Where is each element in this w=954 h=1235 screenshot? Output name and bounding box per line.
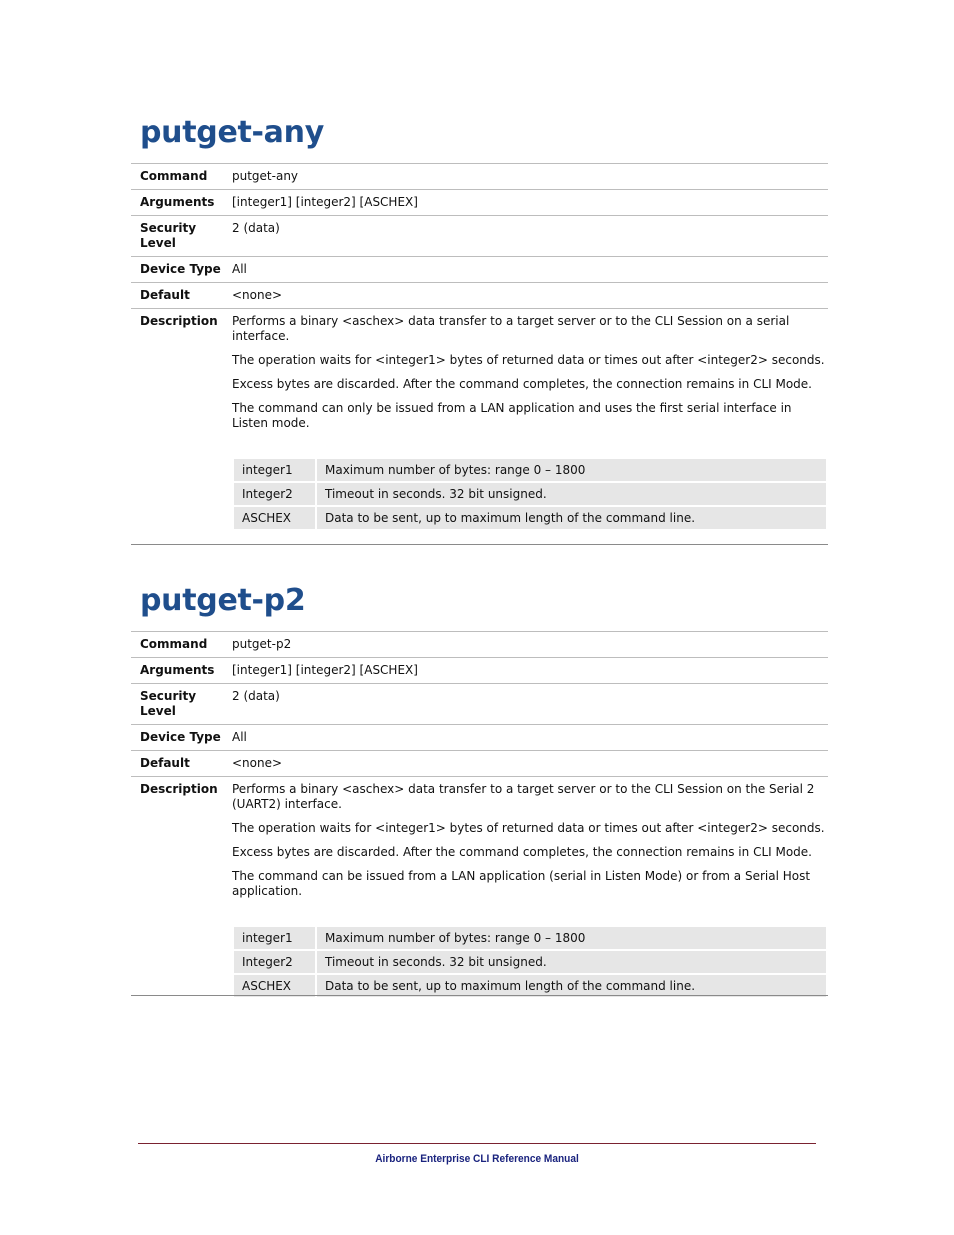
description-paragraph: Performs a binary <aschex> data transfer to a target server or to the CLI Session on the Serial 2 (UART2) interface. [232, 782, 815, 811]
parameter-row [234, 483, 826, 505]
row-label: Command [140, 637, 208, 651]
parameter-name: integer1 [234, 459, 315, 481]
parameter-description: Data to be sent, up to maximum length of the command line. [317, 507, 826, 529]
row-label [131, 216, 223, 257]
parameter-table [232, 925, 828, 999]
row-label: Arguments [140, 195, 215, 209]
footer-title: Airborne Enterprise CLI Reference Manual [375, 1153, 579, 1165]
description-paragraph: Excess bytes are discarded. After the command completes, the connection remains in CLI Mode. [232, 377, 812, 391]
row-command [131, 632, 828, 658]
section-title: putget-any [140, 115, 324, 150]
row-value [223, 309, 828, 545]
row-label [131, 684, 223, 725]
row-security-level [131, 684, 828, 725]
parameter-row [234, 951, 826, 973]
parameter-name: Integer2 [234, 483, 315, 505]
row-label: Description [140, 782, 218, 796]
row-default [131, 283, 828, 309]
row-value: <none> [232, 756, 283, 770]
parameter-description: Timeout in seconds. 32 bit unsigned. [317, 951, 826, 973]
parameter-row [234, 927, 826, 949]
command-section-putget-p2 [131, 579, 828, 996]
description-paragraph: The operation waits for <integer1> bytes of returned data or times out after <integer2> seconds. [232, 821, 825, 835]
parameter-description: Timeout in seconds. 32 bit unsigned. [317, 483, 826, 505]
row-security-level [131, 216, 828, 257]
parameter-name: ASCHEX [234, 975, 315, 997]
label-line-1: Security [140, 689, 197, 703]
row-value: All [232, 730, 247, 744]
row-device-type [131, 725, 828, 751]
row-label: Description [140, 314, 218, 328]
parameter-row [234, 507, 826, 529]
row-value: 2 (data) [232, 221, 280, 235]
section-title: putget-p2 [140, 583, 306, 618]
row-description [131, 309, 828, 545]
row-label: Command [140, 169, 208, 183]
parameter-row [234, 975, 826, 997]
row-label: Device Type [140, 262, 221, 276]
row-arguments [131, 658, 828, 684]
parameter-name: ASCHEX [234, 507, 315, 529]
parameter-table [232, 457, 828, 531]
row-value [223, 777, 828, 996]
description-paragraph: The operation waits for <integer1> bytes of returned data or times out after <integer2> seconds. [232, 353, 825, 367]
description-paragraph: Excess bytes are discarded. After the command completes, the connection remains in CLI Mode. [232, 845, 812, 859]
footer-rule [138, 1143, 816, 1144]
parameter-description: Data to be sent, up to maximum length of the command line. [317, 975, 826, 997]
description-paragraph: Performs a binary <aschex> data transfer to a target server or to the CLI Session on a serial interface. [232, 314, 790, 343]
row-default [131, 751, 828, 777]
row-value: All [232, 262, 247, 276]
parameter-name: Integer2 [234, 951, 315, 973]
command-spec-table [131, 163, 828, 545]
row-description [131, 777, 828, 996]
parameter-description: Maximum number of bytes: range 0 – 1800 [317, 927, 826, 949]
row-label: Default [140, 288, 190, 302]
row-arguments [131, 190, 828, 216]
row-command [131, 164, 828, 190]
row-value: [integer1] [integer2] [ASCHEX] [232, 663, 418, 677]
parameter-description: Maximum number of bytes: range 0 – 1800 [317, 459, 826, 481]
row-value: <none> [232, 288, 283, 302]
label-line-2: Level [140, 236, 176, 250]
label-line-2: Level [140, 704, 176, 718]
parameter-name: integer1 [234, 927, 315, 949]
label-line-1: Security [140, 221, 197, 235]
description-paragraph: The command can be issued from a LAN application (serial in Listen Mode) or from a Serial Host application. [232, 869, 811, 898]
description-paragraph: The command can only be issued from a LAN application and uses the first serial interface in Listen mode. [232, 401, 792, 430]
row-value: [integer1] [integer2] [ASCHEX] [232, 195, 418, 209]
row-value: putget-any [232, 169, 299, 183]
row-label: Default [140, 756, 190, 770]
row-device-type [131, 257, 828, 283]
row-label: Arguments [140, 663, 215, 677]
row-label: Device Type [140, 730, 221, 744]
parameter-row [234, 459, 826, 481]
command-spec-table [131, 631, 828, 996]
row-value: putget-p2 [232, 637, 292, 651]
row-value: 2 (data) [232, 689, 280, 703]
command-section-putget-any [131, 111, 828, 545]
